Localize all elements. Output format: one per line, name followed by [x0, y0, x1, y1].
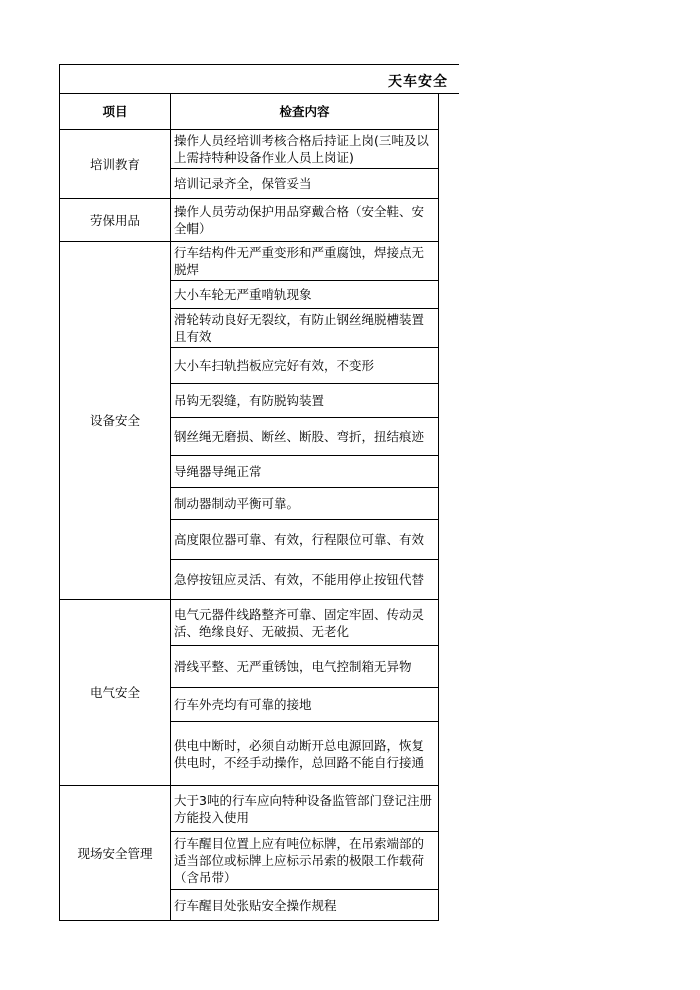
item-cell: 操作人员劳动保护用品穿戴合格（安全鞋、安全帽） — [171, 199, 439, 242]
table-row — [60, 786, 439, 832]
header-category: 项目 — [60, 94, 171, 130]
inspection-sheet — [59, 64, 459, 924]
item-cell: 行车醒目处张贴安全操作规程 — [171, 890, 439, 921]
item-cell: 急停按钮应灵活、有效，不能用停止按钮代替 — [171, 560, 439, 600]
item-cell: 大于3吨的行车应向特种设备监管部门登记注册方能投入使用 — [171, 786, 439, 832]
category-cell: 培训教育 — [60, 130, 171, 199]
item-cell: 大小车扫轨挡板应完好有效，不变形 — [171, 348, 439, 384]
header-content: 检查内容 — [171, 94, 439, 130]
item-cell: 导绳器导绳正常 — [171, 456, 439, 488]
category-cell: 劳保用品 — [60, 199, 171, 242]
item-cell: 行车结构件无严重变形和严重腐蚀，焊接点无脱焊 — [171, 242, 439, 281]
item-cell: 培训记录齐全，保管妥当 — [171, 169, 439, 199]
category-cell: 现场安全管理 — [60, 786, 171, 921]
table-row — [60, 242, 439, 281]
title-row — [59, 64, 459, 94]
inspection-table — [59, 93, 439, 921]
item-cell: 高度限位器可靠、有效，行程限位可靠、有效 — [171, 520, 439, 560]
item-cell: 大小车轮无严重啃轨现象 — [171, 281, 439, 309]
header-row — [60, 94, 439, 130]
item-cell: 滑轮转动良好无裂纹，有防止钢丝绳脱槽装置且有效 — [171, 309, 439, 348]
table-row — [60, 130, 439, 169]
item-cell: 供电中断时，必须自动断开总电源回路，恢复供电时，不经手动操作，总回路不能自行接通 — [171, 722, 439, 786]
item-cell: 电气元器件线路整齐可靠、固定牢固、传动灵活、绝缘良好、无破损、无老化 — [171, 600, 439, 646]
item-cell: 吊钩无裂缝，有防脱钩装置 — [171, 384, 439, 418]
item-cell: 滑线平整、无严重锈蚀，电气控制箱无异物 — [171, 646, 439, 688]
sheet-title: 天车安全 — [388, 74, 448, 90]
item-cell: 行车外壳均有可靠的接地 — [171, 688, 439, 722]
table-row — [60, 600, 439, 646]
table-row — [60, 199, 439, 242]
item-cell: 操作人员经培训考核合格后持证上岗(三吨及以上需持特种设备作业人员上岗证) — [171, 130, 439, 169]
category-cell: 设备安全 — [60, 242, 171, 600]
item-cell: 钢丝绳无磨损、断丝、断股、弯折，扭结痕迹 — [171, 418, 439, 456]
item-cell: 制动器制动平衡可靠。 — [171, 488, 439, 520]
category-cell: 电气安全 — [60, 600, 171, 786]
item-cell: 行车醒目位置上应有吨位标牌，在吊索端部的适当部位或标牌上应标示吊索的极限工作载荷（含吊带） — [171, 832, 439, 890]
